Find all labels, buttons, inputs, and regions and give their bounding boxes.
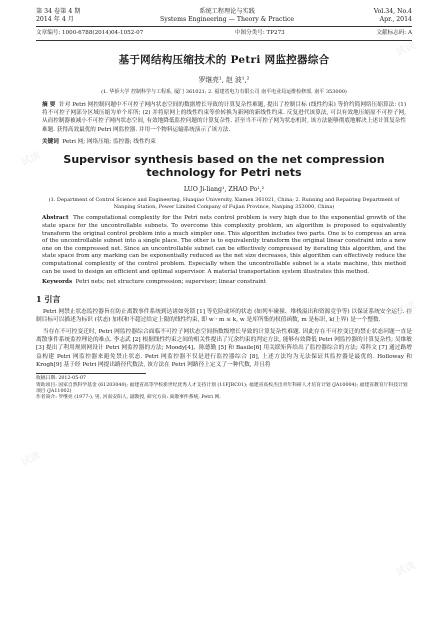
received-date: 收稿日期: 2012-05-07 xyxy=(36,376,86,382)
author-bio: 作者简介: 罗继亮 (1977-), 男, 河南安阳人, 副教授, 研究方向: 离散事件系统, Petri 网. xyxy=(36,395,221,401)
meta-rule xyxy=(36,40,412,41)
authors-cn: 罗继亮¹, 赵 波¹,² xyxy=(198,76,250,84)
document-code: 文献标志码: A xyxy=(376,30,412,36)
volume-issue: 第 34 卷第 4 期 xyxy=(36,8,81,15)
header-left xyxy=(36,8,80,24)
title-en: Supervisor synthesis based on the net compression technology for Petri nets xyxy=(63,152,385,179)
section-heading: 1 引言 xyxy=(36,294,61,305)
header-right xyxy=(374,8,412,24)
keywords-cn-text: Petri 网; 网络压缩; 监控器; 线性约束 xyxy=(62,138,156,145)
keywords-cn xyxy=(36,137,412,145)
intro-paragraph-1: Petri 网禁止状态监控器旨在防止离散事件系统到达诸如死锁 [1] 等危险或坏的状态 (如列车碰撞、堆栈溢出和资源竞争等) 以保证系统安全运行. 控制目标可以描述为标识 (状态) 加权和不超过给定上限的线性约束, 即 w · m ≤ k, w 是库所集的权值函数, m 是标识, k(上界) 是一个整数. xyxy=(36,309,412,324)
watermark: 试读 xyxy=(19,450,43,469)
abstract-cn xyxy=(36,101,412,134)
affiliation-en: (1. Department of Control Science and Engineering, Huaqiao University, Xiamen 361021, China; 2. Running and Repairing Department of Nanping Station, Power Limited Company of Fujian Province, Nanping 353000, China) xyxy=(48,196,400,210)
footnote-rule xyxy=(36,373,146,374)
running-header xyxy=(36,8,412,24)
article-number: 文章编号: 1000-6788(2014)04-1052-07 xyxy=(36,30,144,36)
title-cn: 基于网结构压缩技术的 Petri 网监控器综合 xyxy=(118,54,330,66)
keywords-en xyxy=(36,279,412,286)
intro-paragraph-2: 当存在不可控变迁时, Petri 网监控器综合面临不可控子网状态空间指数级增长导致的计算复杂性难题. 因此存在不可控变迁的禁止状态问题一直是离散事件系统监控理论的难点. 李志武 [2] 根据线性约束之间的相关性提出了冗余约束的判定方法, 能够有效降低 Petri 网监控器的计算复杂性; 吴维敏 [3] 提出了利用规则网设计 Petri 网监控器的方法; Moody[4]、陈德勤 [5] 和 Basile[6] 用关联矩阵给出了监控器综合的方法; 邓科文 [7] 通过路增益构建 Petri 网监控器来避免禁止状态. Petri 网监控器不仅是进行监控器综合 [8], 上述方法均为无法保证其监控器是最优的. Holloway 和 Krogh[9] 基于经 Petri 网提出路径代数法, 该方法在 Petri 网路径上定义了一种代数, 并且将 xyxy=(36,328,412,368)
affiliation-cn: (1. 华侨大学 控制科学与工程系, 厦门 361021; 2. 福建省电力有限公司 南平电业局运维检修部, 南平 353000) xyxy=(101,89,347,95)
abstract-cn-label: 摘 要 xyxy=(42,102,56,108)
volume-en: Vol.34, No.4 xyxy=(373,8,412,15)
watermark: 试读 xyxy=(19,150,43,169)
watermark: 试读 xyxy=(394,560,418,579)
keywords-en-text: Petri nets; net structure compression; supervisor; linear constraint xyxy=(75,279,267,286)
watermark: 试读 xyxy=(394,40,418,59)
keywords-en-label: Keywords xyxy=(42,279,73,286)
article-meta xyxy=(36,30,412,37)
abstract-cn-text: 针对 Petri 网控制问题中不可控子网内状态空间的数据增长导致的计算复杂性难题, 提出了控制目标 (线性约束) 等价约简网络压缩算法: (1) 将不可控子网部分区域压缩为单个库所; (2) 并将原网上的线性约束等价转换为新网的新线性约束. 反复进代该算法, 可以有效地压缩原不可控子网, 从而控制器被减小不可控子网内状态空间, 有效地降低监控问题的计算复杂性. 甚至当不可控子网为状态机时, 该方法能够彻底地解决上述计算复杂性难题. 获得高效最优的 Petri 网监控器. 并用一个物料运输系统演示了该方法. xyxy=(42,102,407,133)
watermark: 试读 xyxy=(394,300,418,319)
journal-name-en: Systems Engineering — Theory & Practice xyxy=(160,16,295,23)
keywords-cn-label: 关键词 xyxy=(42,138,59,145)
date-en: Apr., 2014 xyxy=(379,16,412,23)
abstract-en-label: Abstract xyxy=(42,215,69,222)
authors-en: LUO Ji-liang¹, ZHAO Po¹,² xyxy=(183,185,265,193)
footnotes xyxy=(36,376,412,402)
abstract-en-text: The computational complexity for the Petri nets control problem is very high due to the exponential growth of the state space for the uncontrollable subnets. To overcome this complexity problem, an algorithm is proposed to equivalently transform the original control problem into a much simpler one. This algorithm includes two parts. One is to compress an area of the uncontrollable subnet into a single place. The other is to equivalently transform the original linear constraint into a new one on the compressed net. Since an uncontrollable subnet can be effectively compressed by iterating this algorithm, and the state space from any marking can be exponentially reduced as the net size decreases, this algorithm can effectively reduce the computational complexity of the control problem. Especially when the uncontrollable subnet is a state machine, this method can be used to design an efficient and optimal supervisor. A material transportation system illustrates this method. xyxy=(42,215,406,275)
header-mid xyxy=(160,8,294,24)
clc-number: 中图分类号: TP273 xyxy=(234,30,285,36)
abstract-en xyxy=(36,215,412,276)
journal-name-cn: 系统工程理论与实践 xyxy=(199,8,255,15)
header-rule xyxy=(36,26,412,27)
fund-info: 资助项目: 国家自然科学基金 (61203040); 福建省高等学校新世纪优秀人才支持计划 (11FJRC01); 福建省高校杰出青年科研人才培育计划 (JA10004); 福建省教育厅科技计划项目 (JA11002) xyxy=(36,382,408,395)
date-cn: 2014 年 4 月 xyxy=(36,16,74,23)
